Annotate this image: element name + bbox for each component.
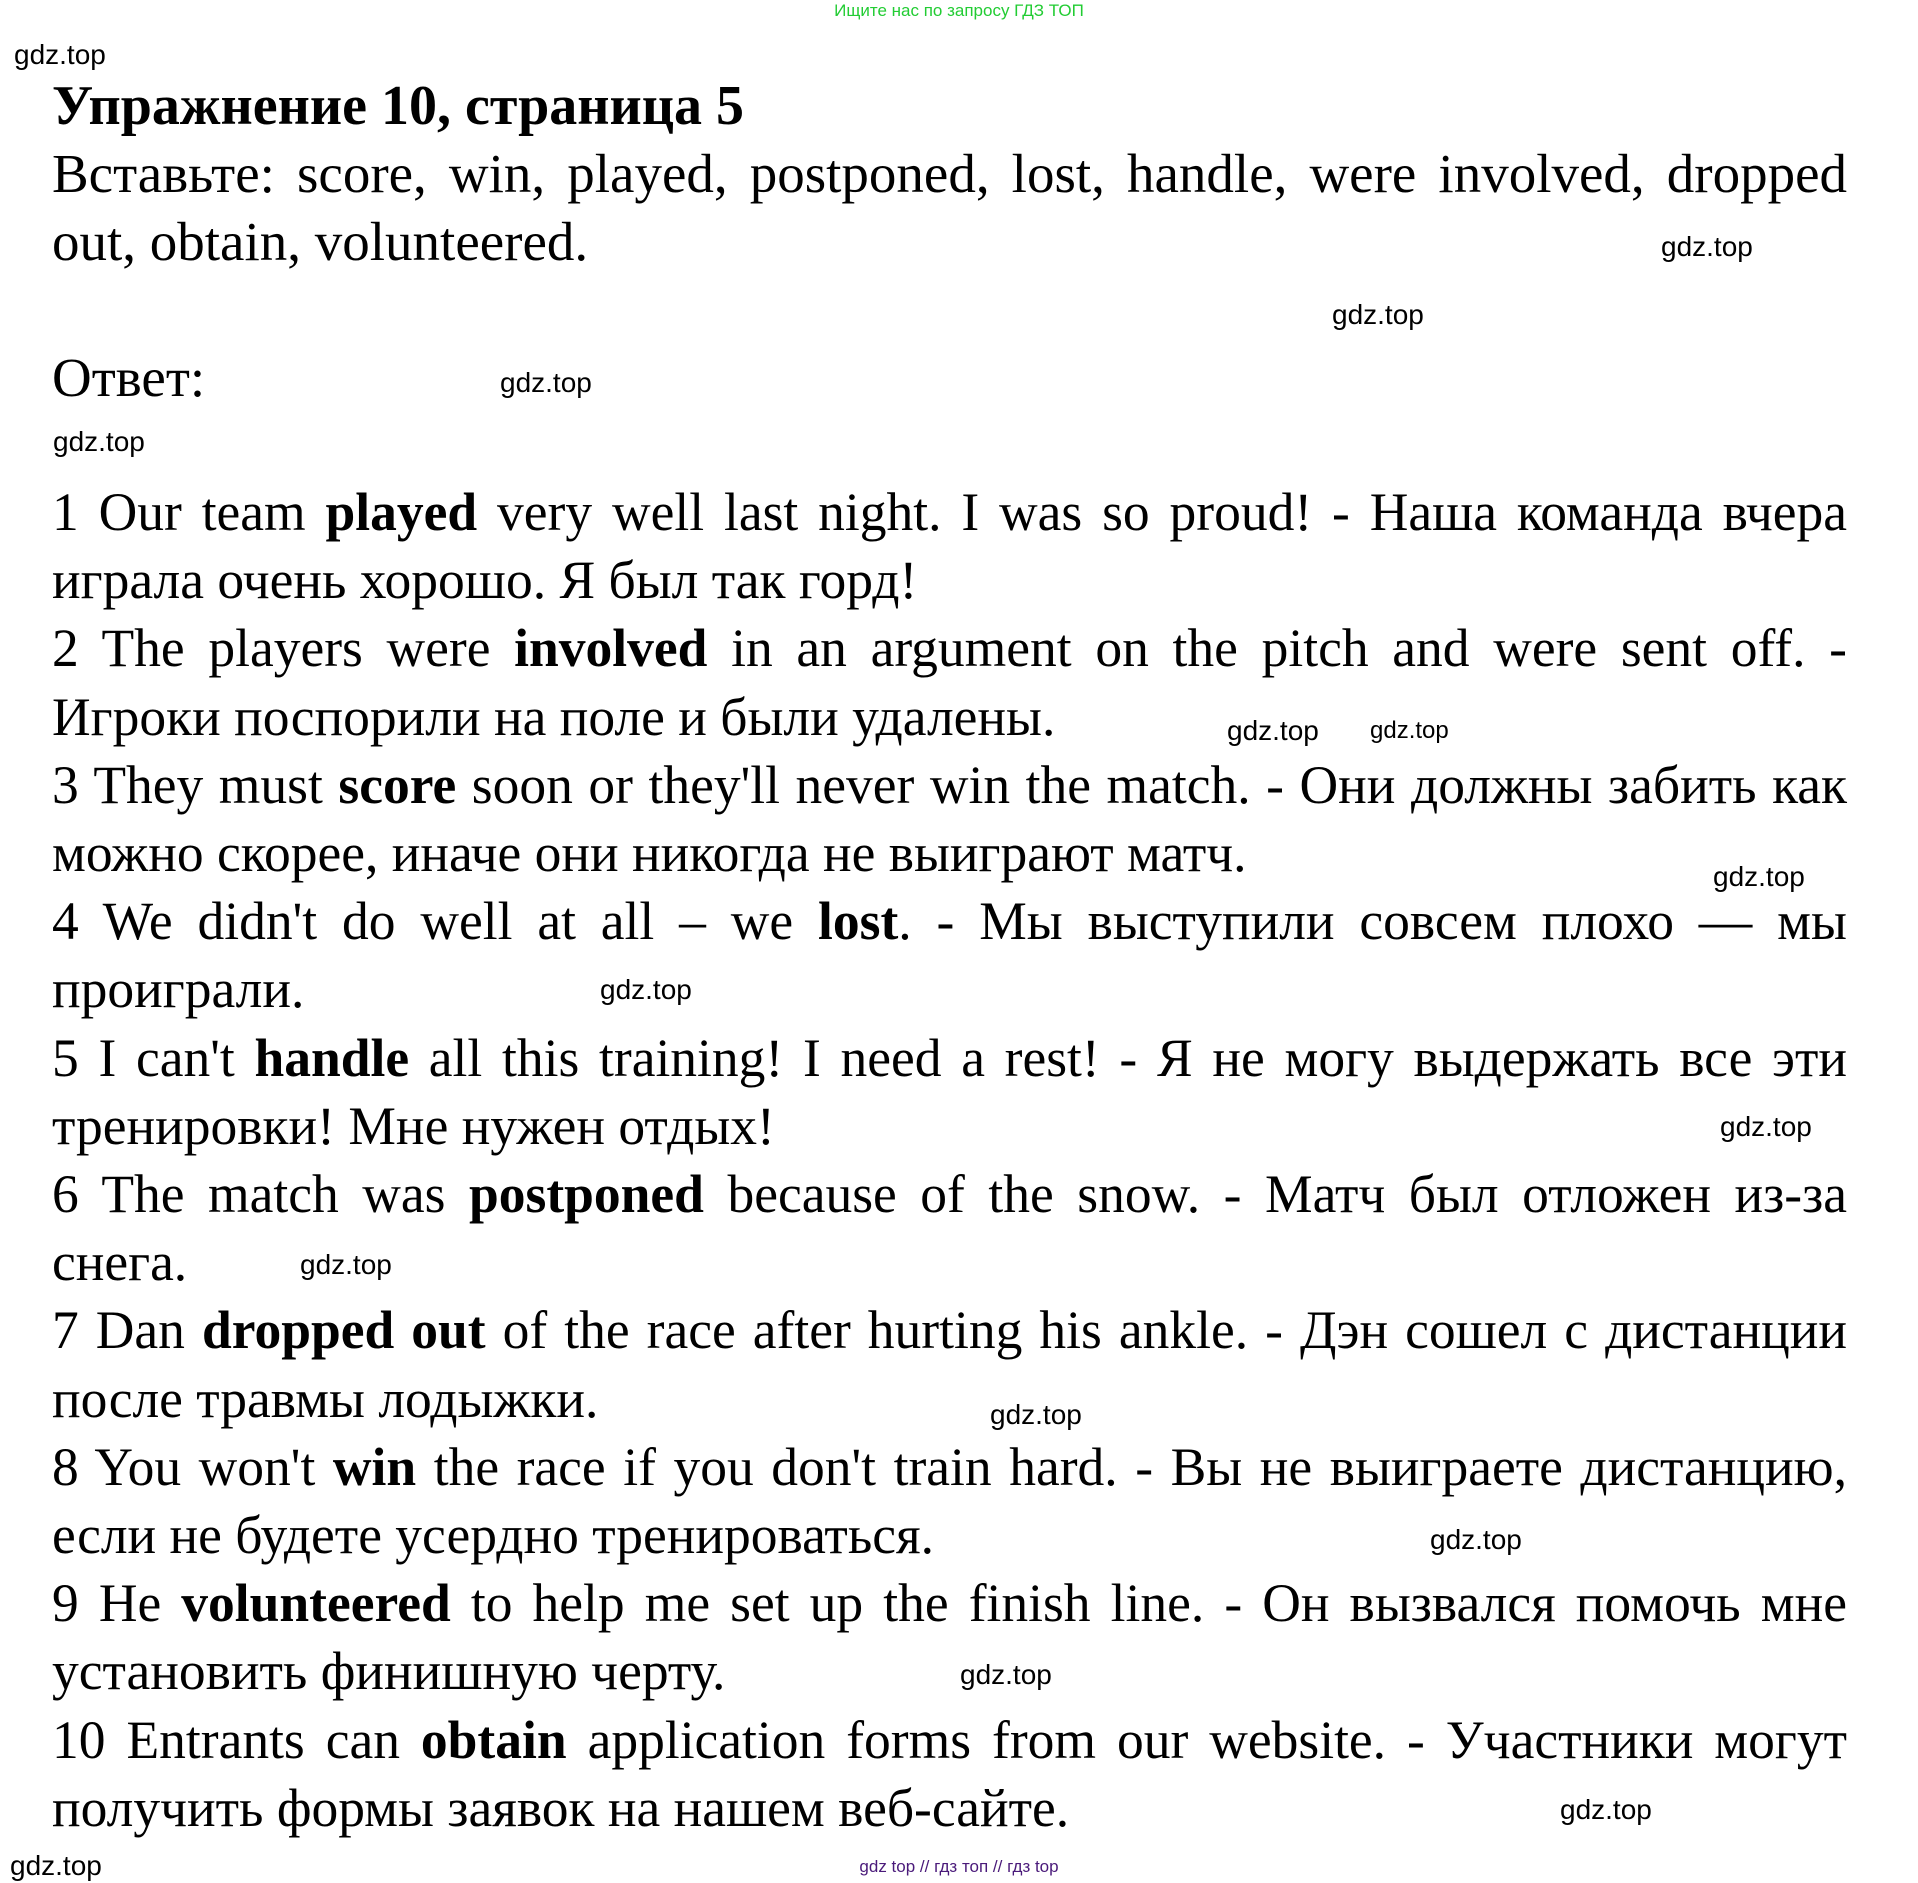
page-title: Упражнение 10, страница 5 (52, 75, 745, 137)
answer-item (52, 1433, 1847, 1569)
item-text: of the race after hurting his ankle. - Дэн сошел с дистанции после травмы лодыжки. (52, 1300, 1847, 1429)
watermark: gdz.top (1560, 1794, 1652, 1825)
answer-item (52, 1024, 1847, 1160)
inserted-word: postponed (469, 1164, 704, 1225)
item-text: 5 I can't (52, 1027, 255, 1088)
answer-item (52, 478, 1847, 614)
watermark: gdz.top (960, 1659, 1052, 1690)
item-text: all this training! I need a rest! - Я не могу выдержать все эти тренировки! Мне нужен отдых! (52, 1027, 1848, 1156)
watermark: gdz.top (53, 426, 145, 457)
inserted-word: score (338, 754, 457, 815)
inserted-word: dropped out (201, 1300, 486, 1361)
inserted-word: played (325, 482, 478, 542)
watermark: gdz.top (1370, 717, 1449, 744)
inserted-word: lost (818, 891, 899, 952)
inserted-word: win (332, 1436, 417, 1497)
item-text: 7 Dan (52, 1300, 202, 1361)
inserted-word: obtain (420, 1709, 567, 1770)
inserted-word: involved (514, 618, 708, 679)
item-text: 1 Our team (52, 482, 326, 542)
item-text: very well last night. I was so proud! - Наша команда вчера играла очень хорошо. Я был так горд! (52, 482, 1848, 611)
item-text: application forms from our website. - Участники могут получить формы заявок на нашем веб-сайте. (52, 1709, 1847, 1838)
instruction-text: Вставьте: score, win, played, postponed, lost, handle, were involved, dropped out, obtain, volunteered. (52, 143, 1847, 272)
watermark: gdz.top (600, 974, 692, 1005)
answer-label: Ответ: (52, 347, 206, 408)
bottom-banner[interactable]: gdz top // гдз топ // гдз top (859, 1857, 1059, 1876)
answer-item (52, 751, 1847, 887)
item-text: in an argument on the pitch and were sent off. - Игроки поспорили на поле и были удалены. (52, 618, 1847, 747)
item-text: 3 They must (52, 754, 339, 815)
item-text: 2 The players were (52, 618, 515, 679)
watermark: gdz.top (1713, 861, 1805, 892)
answer-item (52, 1569, 1847, 1705)
item-text: because of the snow. - Матч был отложен из-за снега. (52, 1164, 1847, 1293)
answer-item (52, 887, 1847, 1023)
watermark: gdz.top (500, 367, 592, 398)
watermark: gdz.top (300, 1249, 392, 1280)
item-text: 8 You won't (52, 1436, 333, 1497)
answer-item (52, 614, 1847, 750)
answer-list (52, 478, 1847, 1842)
item-text: . - Мы выступили совсем плохо — мы проиграли. (52, 891, 1847, 1020)
watermark: gdz.top (1332, 299, 1424, 330)
watermark: gdz.top (990, 1399, 1082, 1430)
item-text: 4 We didn't do well at all – we (52, 891, 819, 952)
inserted-word: volunteered (181, 1573, 451, 1634)
item-text: 10 Entrants can (52, 1709, 421, 1770)
item-text: 6 The match was (52, 1164, 470, 1225)
item-text: the race if you don't train hard. - Вы не выиграете дистанцию, если не будете усердно тренироваться. (52, 1436, 1848, 1566)
item-text: to help me set up the finish line. - Он вызвался помочь мне установить финишную черту. (52, 1573, 1847, 1702)
inserted-word: handle (254, 1027, 410, 1088)
watermark: gdz.top (10, 1850, 102, 1881)
watermark: gdz.top (1227, 715, 1319, 746)
top-banner[interactable]: Ищите нас по запросу ГДЗ ТОП (834, 1, 1084, 20)
watermark: gdz.top (1661, 231, 1753, 262)
watermark: gdz.top (1720, 1111, 1812, 1142)
item-text: 9 He (52, 1573, 182, 1634)
item-text: soon or they'll never win the match. - Они должны забить как можно скорее, иначе они никогда не выиграют матч. (52, 754, 1847, 884)
watermark: gdz.top (1430, 1524, 1522, 1555)
watermark: gdz.top (14, 39, 106, 70)
answer-item (52, 1296, 1847, 1432)
